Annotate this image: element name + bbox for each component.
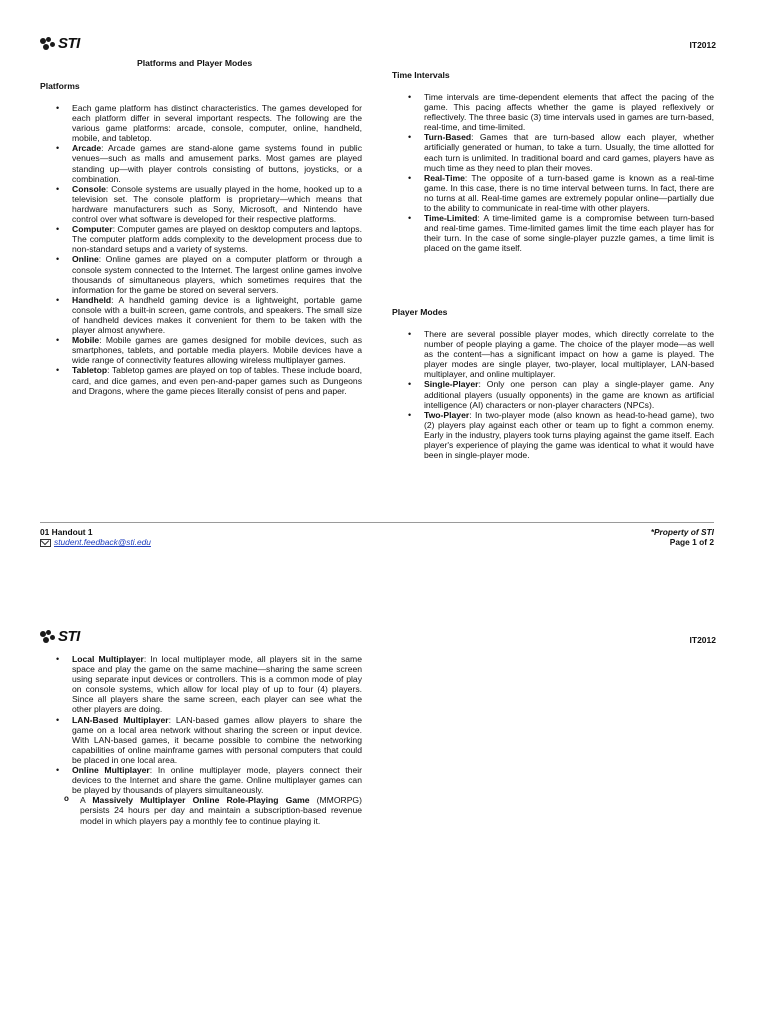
platforms-column [40,103,362,396]
list-item: • Arcade: Arcade games are stand-alone game systems found in public venues—such as malls and amusement parks. Most games are played standing up—with player controls consisting of buttons, joysticks, or a combination. [40,143,362,183]
feedback-email-row [40,537,151,547]
footer-left [40,527,151,547]
list-item: • Time-Limited: A time-limited game is a compromise between turn-based and real-time games. Time-limited games limit the time each player has for their turn. In the case of some single-player puzzle games, a time limit is placed on the game itself. [392,213,714,253]
online-multiplayer-sublist [40,795,362,825]
mail-icon [40,539,51,547]
platforms-list [40,103,362,396]
sti-logo-icon [40,37,56,51]
list-item: • LAN-Based Multiplayer: LAN-based games allow players to share the game on a local area network without sharing the screen or input device. With LAN-based games, it became possible to combine the networking capabilities of online mainframe games with personal computers that could be placed in one local area. [40,715,362,765]
player-modes-column [392,329,714,460]
list-item: o A Massively Multiplayer Online Role-Playing Game (MMORPG) persists 24 hours per day and maintain a subscription-based revenue model in which players pay a monthly fee to continue playing it. [40,795,362,825]
platforms-heading: Platforms [40,81,80,91]
document-page-2 [0,615,768,1024]
handout-label: 01 Handout 1 [40,527,93,537]
player-modes-continued-list [40,654,362,826]
footer-divider [40,522,714,523]
list-item: • Mobile: Mobile games are games designed for mobile devices, such as smartphones, tablets, and portable media players. Mobile devices have a wide range of connectivity features allowing wireless multiplayer games. [40,335,362,365]
course-code: IT2012 [689,40,716,50]
list-item: • Handheld: A handheld gaming device is a lightweight, portable game console with a built-in screen, game controls, and speakers. The small size of handheld devices makes it convenient for them to be taken with the player almost anywhere. [40,295,362,335]
list-item: • Real-Time: The opposite of a turn-based game is known as a real-time game. In this case, there is no time interval between turns. In fact, there are no turns at all. Real-time games are extremely popular online—partially due to the ability to communicate in real-time with other players. [392,173,714,213]
logo-text: STI [58,628,80,645]
course-code: IT2012 [689,635,716,645]
list-item: • Tabletop: Tabletop games are played on top of tables. These include board, card, and dice games, and even pen-and-paper games such as Dungeons and Dragons, where the game pieces literally consist of pens and paper. [40,365,362,395]
list-item: • Computer: Computer games are played on desktop computers and laptops. The computer platform adds complexity to the development process due to non-standard setups and a variety of systems. [40,224,362,254]
time-intervals-list [392,92,714,254]
list-item: • Time intervals are time-dependent elements that affect the pacing of the game. This pacing affects whether the game is played reflexively or reflectively. The three basic (3) time intervals used in games are turn-based, real-time, and time-limited. [392,92,714,132]
time-intervals-heading: Time Intervals [392,70,450,80]
sti-logo [40,35,80,52]
list-item: • There are several possible player modes, which directly correlate to the number of people playing a game. The choice of the player mode—as well as the content—has a significant impact on how a game is played. The player modes are single player, two-player, local multiplayer, LAN-based multiplayer, and online multiplayer. [392,329,714,379]
player-modes-heading: Player Modes [392,307,448,317]
feedback-email-link[interactable]: student.feedback@sti.edu [54,537,151,547]
property-label: *Property of STI [650,527,714,537]
list-item: • Turn-Based: Games that are turn-based allow each player, whether artificially generated or human, to take a turn. Usually, the time allotted for each turn is unlimited. In traditional board and card games, players have as much time as they need to plan their moves. [392,132,714,172]
page-number: Page 1 of 2 [669,537,714,547]
footer-right [651,527,714,547]
list-item: • Two-Player: In two-player mode (also known as head-to-head game), two (2) players play against each other or team up to fight a common enemy. Early in the industry, players took turns playing against the game itself. Each player's experience of playing the game was identical to what it would have been in single-player mode. [392,410,714,460]
logo-text: STI [58,35,80,52]
sti-logo-icon [40,630,56,644]
list-item: • Each game platform has distinct characteristics. The games developed for each platform differ in several important respects. The following are the various game platforms: arcade, console, computer, online, handheld, mobile, and tabletop. [40,103,362,143]
player-modes-continued-column [40,654,362,826]
list-item: • Online Multiplayer: In online multiplayer mode, players connect their devices to the Internet and share the game. Online multiplayer games can be played by thousands of players simultaneously. o A Massively Multiplayer Online Role-Playing Game (MMORPG) persists 24 hours per day and maintain a subscription-based revenue model in which players pay a monthly fee to continue playing it. [40,765,362,826]
list-item: • Console: Console systems are usually played in the home, hooked up to a television set. The console platform is proprietary—which means that hardware manufacturers such as Sony, Microsoft, and Nintendo have control over what software is developed for their respective platforms. [40,184,362,224]
player-modes-list [392,329,714,460]
list-item: • Single-Player: Only one person can play a single-player game. Any additional players (usually opponents) in the game are known as artificial intelligence (AI) characters or non-player characters (NPCs). [392,379,714,409]
sti-logo [40,628,80,645]
list-item: • Online: Online games are played on a computer platform or through a console system connected to the Internet. The largest online games involve thousands of simultaneous players, which sometimes requires that the information for the game be stored on several servers. [40,254,362,294]
time-intervals-column [392,92,714,254]
list-item: • Local Multiplayer: In local multiplayer mode, all players sit in the same space and play the game on the same machine—sharing the same screen using separate input devices or controllers. This is a common mode of play on console systems, which allow for local play of up to four (4) players. Since all players share the same screen, each player can see what the other players are doing. [40,654,362,715]
page-title: Platforms and Player Modes [137,58,253,68]
